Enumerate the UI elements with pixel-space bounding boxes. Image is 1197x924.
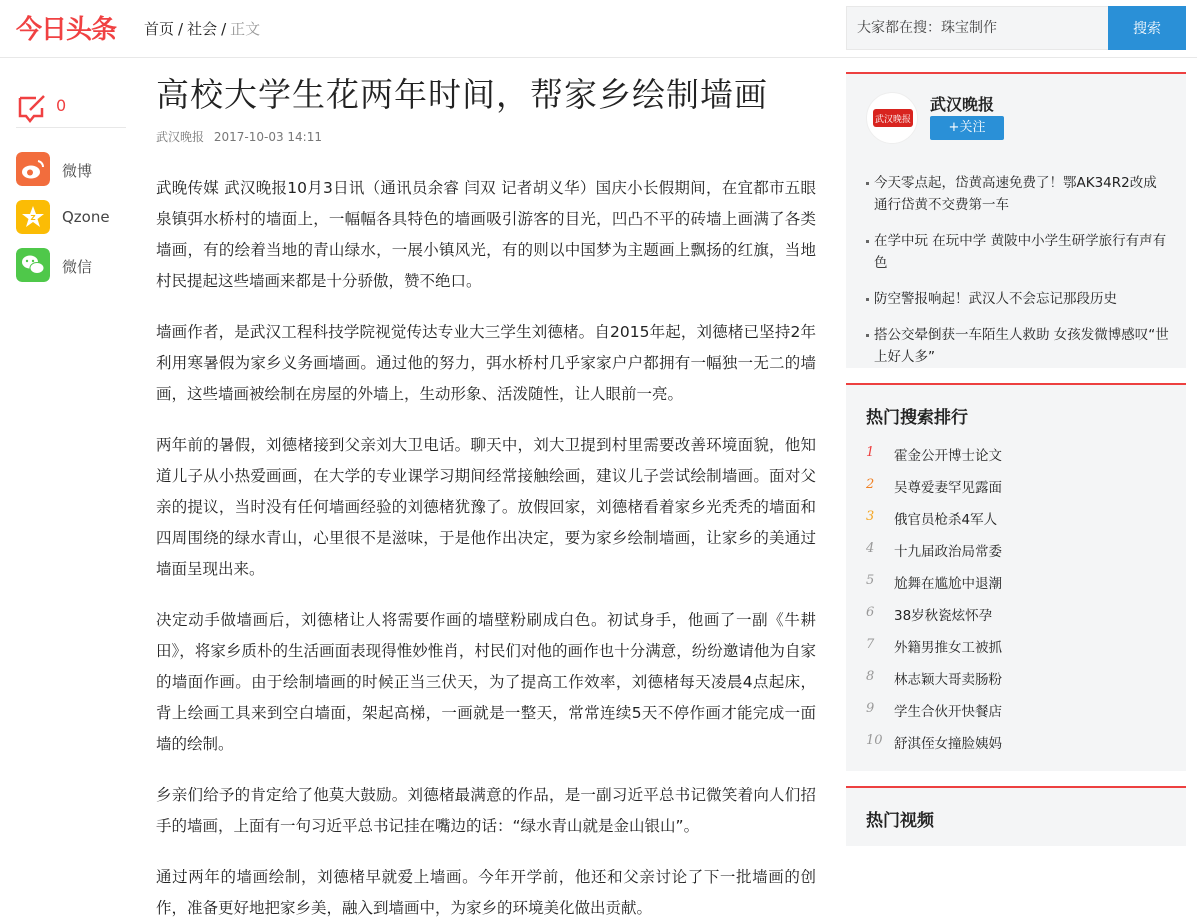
hot-search-rank: 8: [866, 669, 875, 684]
breadcrumb-society[interactable]: 社会: [187, 20, 218, 38]
weibo-icon: [16, 152, 50, 186]
hot-search-rank: 1: [866, 445, 875, 460]
breadcrumb-separator: /: [221, 20, 227, 38]
article-paragraph: 墙画作者，是武汉工程科技学院视觉传达专业大三学生刘德楮。自2015年起，刘德楮已坚持2年利用寒暑假为家乡义务画墙画。通过他的努力，弭水桥村几乎家家户户都拥有一幅独一无二的墙画，这些墙画被绘制在房屋的外墙上，生动形象、活泼随性，让人眼前一亮。: [156, 323, 816, 403]
hot-search-text[interactable]: 尬舞在尴尬中退潮: [894, 576, 1002, 592]
top-header: [0, 0, 1197, 58]
article-paragraph: 乡亲们给予的肯定给了他莫大鼓励。刘德楮最满意的作品，是一副习近平总书记微笑着向人们招手的墙画，上面有一句习近平总书记挂在嘴边的话：“绿水青山就是金山银山”。: [156, 786, 816, 835]
hot-search-card: [846, 383, 1186, 771]
hot-search-text[interactable]: 霍金公开博士论文: [894, 448, 1002, 464]
author-news-list: [866, 172, 1170, 382]
hot-search-rank: 5: [866, 573, 875, 588]
search-button[interactable]: 搜索: [1108, 6, 1186, 50]
breadcrumb-separator: /: [178, 20, 184, 38]
share-qzone[interactable]: [16, 200, 128, 248]
comment-count: 0: [56, 96, 67, 115]
hot-search-text[interactable]: 舒淇侄女撞脸姨妈: [894, 736, 1002, 752]
hot-search-text[interactable]: 吴尊爱妻罕见露面: [894, 480, 1002, 496]
hot-search-rank: 10: [866, 733, 883, 748]
share-qzone-label: Qzone: [62, 208, 110, 226]
hot-search-title: 热门搜索排行: [866, 408, 968, 428]
hot-video-title: 热门视频: [866, 811, 934, 831]
author-news-item[interactable]: 在学中玩 在玩中学 黄陂中小学生研学旅行有声有色: [866, 230, 1170, 274]
author-news-item[interactable]: 防空警报响起！武汉人不会忘记那段历史: [866, 288, 1170, 310]
share-wechat[interactable]: [16, 248, 128, 296]
article-paragraph: 武晚传媒 武汉晚报10月3日讯（通讯员余睿 闫双 记者胡义华）国庆小长假期间，在宜都市五眼泉镇弭水桥村的墙面上，一幅幅各具特色的墙画吸引游客的目光，凹凸不平的砖墙上画满了各类墙画，有的绘着当地的青山绿水，一展小镇风光，有的则以中国梦为主题画上飘扬的红旗，当地村民提起这些墙画来都是十分骄傲，赞不绝口。: [156, 179, 816, 290]
qzone-icon: [16, 200, 50, 234]
author-name[interactable]: 武汉晚报: [930, 95, 995, 114]
svg-text:Z: Z: [30, 214, 36, 222]
hot-search-rank: 9: [866, 701, 875, 716]
author-avatar[interactable]: [866, 92, 918, 144]
hot-search-text[interactable]: 学生合伙开快餐店: [894, 704, 1002, 720]
search-box: [846, 6, 1186, 50]
share-wechat-label: 微信: [62, 258, 93, 276]
share-column: [16, 88, 128, 296]
hot-search-text[interactable]: 俄官员枪杀4军人: [894, 512, 998, 528]
wechat-icon: [16, 248, 50, 282]
hot-search-rank: 6: [866, 605, 875, 620]
comment-entry[interactable]: [16, 88, 126, 128]
article-paragraph: 两年前的暑假，刘德楮接到父亲刘大卫电话。聊天中，刘大卫提到村里需要改善环境面貌，他知道儿子从小热爱画画，在大学的专业课学习期间经常接触绘画，建议儿子尝试绘制墙画。面对父亲的提议，当时没有任何墙画经验的刘德楮犹豫了。放假回家，刘德楮看着家乡光秃秃的墙面和四周围绕的绿水青山，心里很不是滋味，于是他作出决定，要为家乡绘制墙画，让家乡的美通过墙面呈现出来。: [156, 436, 816, 578]
breadcrumb-current: 正文: [230, 20, 261, 38]
article: [156, 72, 816, 924]
hot-search-rank: 3: [866, 509, 875, 524]
hot-video-card: [846, 786, 1186, 846]
author-card: [846, 72, 1186, 368]
hot-search-text[interactable]: 38岁秋瓷炫怀孕: [894, 608, 993, 624]
hot-search-text[interactable]: 林志颖大哥卖肠粉: [894, 672, 1002, 688]
share-weibo[interactable]: [16, 152, 128, 200]
brand-text: 今日头条: [16, 15, 117, 45]
follow-button[interactable]: +关注: [930, 116, 1004, 140]
article-time: 2017-10-03 14:11: [213, 130, 322, 144]
hot-search-rank: 2: [866, 477, 875, 492]
article-paragraph: 决定动手做墙画后，刘德楮让人将需要作画的墙壁粉刷成白色。初试身手，他画了一副《牛耕田》，将家乡质朴的生活画面表现得惟妙惟肖，村民们对他的画作也十分满意，纷纷邀请他为自家的墙面作画。由于绘制墙画的时候正当三伏天，为了提高工作效率，刘德楮每天凌晨4点起床，背上绘画工具来到空白墙面，架起高梯，一画就是一整天，常常连续5天不停作画才能完成一面墙的绘制。: [156, 611, 816, 753]
author-news-item[interactable]: 搭公交晕倒获一车陌生人救助 女孩发微博感叹“世上好人多”: [866, 324, 1170, 368]
article-meta: [156, 128, 816, 145]
comment-edit-icon: [16, 92, 48, 124]
search-input[interactable]: [847, 7, 1108, 49]
article-source[interactable]: 武汉晚报: [156, 130, 205, 144]
hot-search-text[interactable]: 外籍男推女工被抓: [894, 640, 1002, 656]
article-title: 高校大学生花两年时间，帮家乡绘制墙画: [156, 75, 768, 114]
author-news-item[interactable]: 今天零点起，岱黄高速免费了！鄂AK34R2改成通行岱黄不交费第一车: [866, 172, 1170, 216]
breadcrumb: [144, 18, 260, 39]
share-weibo-label: 微博: [62, 162, 93, 180]
hot-search-text[interactable]: 十九届政治局常委: [894, 544, 1002, 560]
toutiao-logo[interactable]: [16, 11, 128, 45]
author-avatar-text: 武汉晚报: [874, 115, 912, 125]
article-paragraph: 通过两年的墙画绘制，刘德楮早就爱上墙画。今年开学前，他还和父亲讨论了下一批墙画的创作，准备更好地把家乡美，融入到墙画中，为家乡的环境美化做出贡献。: [156, 868, 816, 917]
hot-search-rank: 4: [866, 541, 875, 556]
author-logo-icon: [867, 93, 918, 144]
hot-search-rank: 7: [866, 637, 875, 652]
breadcrumb-home[interactable]: 首页: [144, 20, 175, 38]
